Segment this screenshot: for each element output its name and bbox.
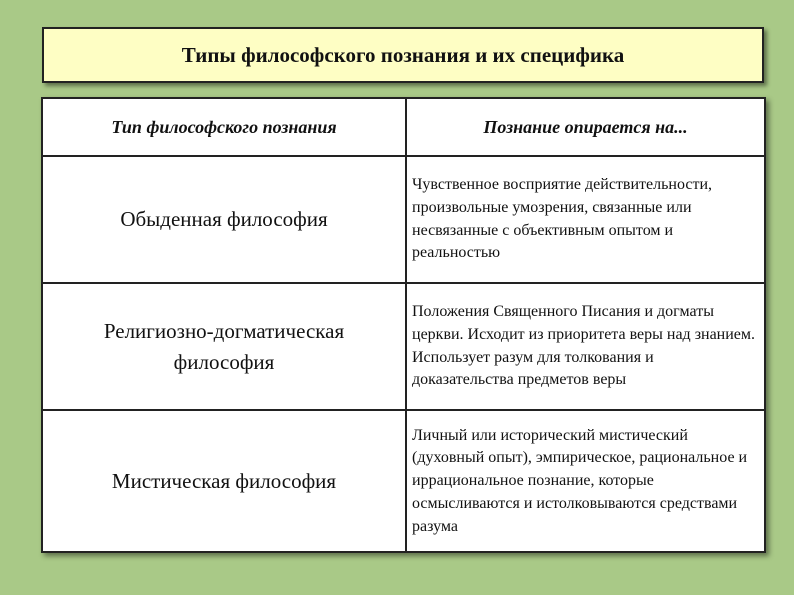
type-cell: Религиозно-догматическая философия	[43, 283, 406, 410]
table-row	[43, 410, 764, 552]
basis-cell: Личный или исторический мистический (духовный опыт), эмпирическое, рациональное и иррациональное познание, которые осмысливаются и истолковываются средствами разума	[406, 410, 764, 552]
page-title: Типы философского познания и их специфика	[181, 42, 625, 67]
title-box	[42, 27, 764, 83]
header-basis: Познание опирается на...	[406, 99, 764, 156]
type-cell: Обыденная философия	[43, 156, 406, 283]
basis-cell: Положения Священного Писания и догматы церкви. Исходит из приоритета веры над знанием. Использует разум для толкования и доказательства предметов веры	[406, 283, 764, 410]
table-row	[43, 283, 764, 410]
header-type: Тип философского познания	[43, 99, 406, 156]
table	[43, 99, 764, 552]
table-header-row	[43, 99, 764, 156]
table-row	[43, 156, 764, 283]
basis-cell: Чувственное восприятие действительности, произвольные умозрения, связанные или несвязанные с объективным опытом и реальностью	[406, 156, 764, 283]
philosophy-types-table	[41, 97, 766, 553]
type-cell: Мистическая философия	[43, 410, 406, 552]
